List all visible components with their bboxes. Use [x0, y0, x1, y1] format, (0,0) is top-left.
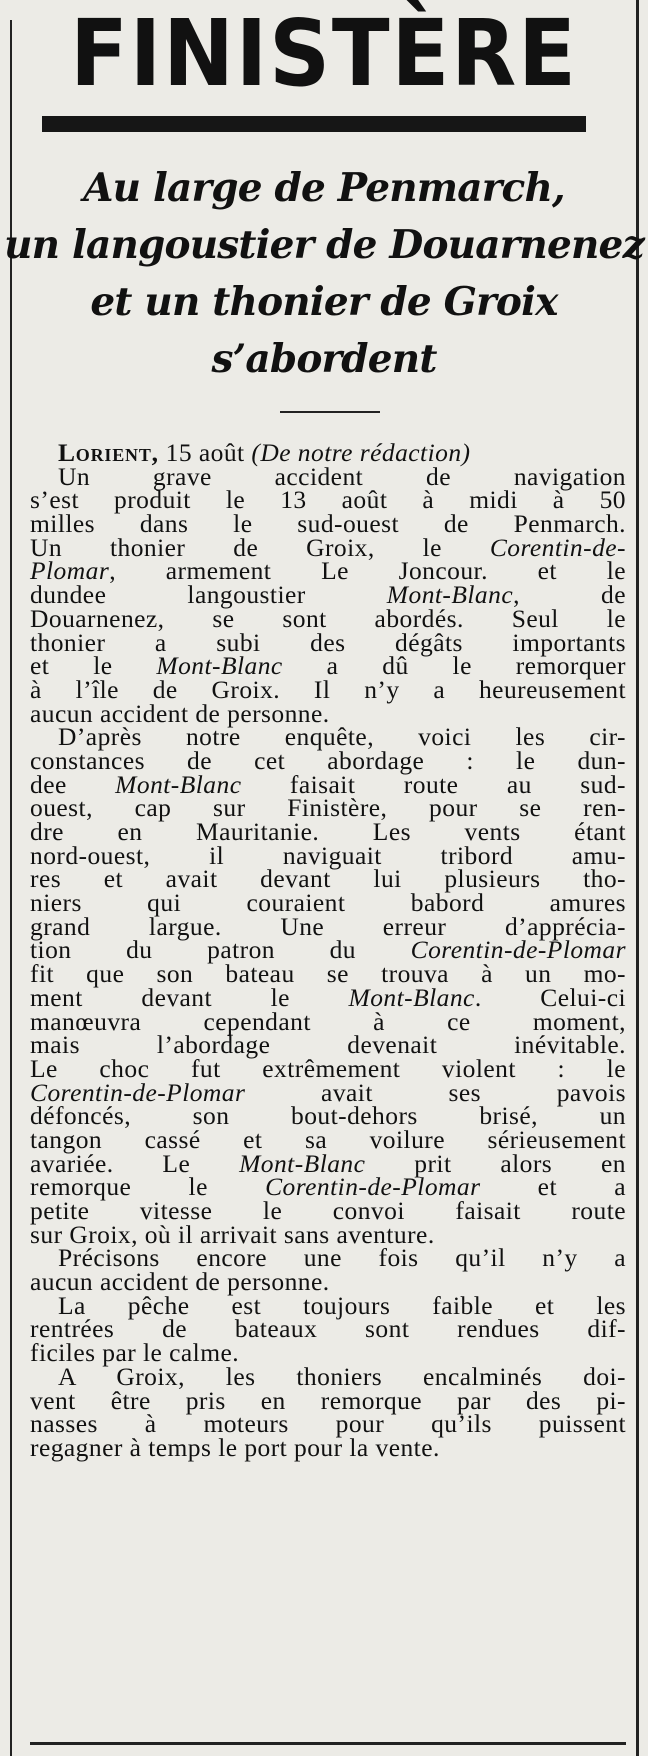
article-line: à l’île de Groix. Il n’y a heureusement — [30, 674, 626, 704]
article-line: La pêche est toujours faible et les — [58, 1290, 626, 1320]
article-line: niers qui couraient babord amures — [30, 888, 626, 918]
article-line: ficiles par le calme. — [30, 1338, 240, 1368]
article-line: petite vitesse le convoi faisait route — [30, 1196, 626, 1225]
article-line: milles dans le sud-ouest de Penmarch. — [30, 509, 626, 539]
article-line: Un thonier de Groix, le Corentin-de- — [30, 532, 626, 562]
article-line: sur Groix, où il arrivait sans aventure. — [30, 1219, 435, 1249]
article-line: grand largue. Une erreur d’apprécia- — [30, 911, 626, 941]
article-line: dee Mont-Blanc faisait route au sud- — [30, 769, 626, 799]
headline-divider — [280, 411, 380, 413]
bottom-rule — [30, 1742, 626, 1745]
section-title: FINISTÈRE — [70, 0, 578, 107]
article-line: ment devant le Mont-Blanc. Celui-ci — [30, 982, 626, 1012]
article-line: Précisons encore une fois qu’il n’y a — [58, 1243, 626, 1273]
headline-line: un langoustier de Douarnenez — [4, 222, 644, 268]
article-line: fit que son bateau se trouva à un mo- — [30, 959, 626, 989]
article-line: A Groix, les thoniers encalminés doi- — [58, 1361, 626, 1391]
article-line: aucun accident de personne. — [30, 698, 330, 728]
article-line: s’est produit le 13 août à midi à 50 — [30, 485, 626, 515]
article-line: Douarnenez, se sont abordés. Seul le — [30, 603, 626, 633]
article-line: nasses à moteurs pour qu’ils puissent — [30, 1409, 626, 1439]
dateline-date: 15 août — [158, 438, 252, 467]
article-line: res et avait devant lui plusieurs tho- — [30, 864, 626, 894]
article-line: ouest, cap sur Finistère, pour se ren- — [30, 793, 626, 823]
article-line: rentrées de bateaux sont rendues dif- — [30, 1314, 626, 1344]
section-title-rule — [42, 116, 586, 132]
headline-line: Au large de Penmarch, — [83, 165, 565, 211]
article-line: nord-ouest, il naviguait tribord amu- — [30, 840, 626, 870]
article-line: avariée. Le Mont-Blanc prit alors en — [30, 1148, 626, 1178]
article-line: défoncés, son bout-dehors brisé, un — [30, 1101, 626, 1131]
article-line: thonier a subi des dégâts importants — [30, 627, 626, 657]
article-line: Le choc fut extrêmement violent : le — [30, 1053, 626, 1083]
headline — [0, 160, 648, 388]
headline-line: et un thonier de Groix — [90, 279, 558, 325]
article-line: dre en Mauritanie. Les vents étant — [30, 817, 626, 846]
article-line: aucun accident de personne. — [30, 1267, 330, 1297]
article-line: Plomar, armement Le Joncour. et le — [30, 556, 626, 586]
article-line: dundee langoustier Mont-Blanc, de — [30, 580, 626, 610]
article-body — [30, 438, 626, 1462]
article-line: manœuvra cependant à ce moment, — [30, 1006, 626, 1036]
article-line: Corentin-de-Plomar avait ses pavois — [30, 1077, 626, 1107]
article-line: remorque le Corentin-de-Plomar et a — [30, 1172, 626, 1202]
dateline-place: Lorient, — [58, 438, 159, 467]
article-line: regagner à temps le port pour la vente. — [30, 1432, 440, 1462]
article-line: mais l’abordage devenait inévitable. — [30, 1030, 626, 1060]
dateline-credit: (De notre rédaction) — [251, 438, 471, 467]
article-line: vent être pris en remorque par des pi- — [30, 1385, 626, 1415]
article-line: et le Mont-Blanc a dû le remorquer — [30, 651, 626, 681]
article-line: tion du patron du Corentin-de-Plomar — [30, 935, 626, 965]
article-line: constances de cet abordage : le dun- — [30, 745, 626, 775]
headline-line: s’abordent — [211, 336, 437, 382]
article-line: D’après notre enquête, voici les cir- — [58, 722, 626, 752]
article-line: tangon cassé et sa voilure sérieusement — [30, 1124, 626, 1154]
article-line: Un grave accident de navigation — [58, 461, 626, 491]
